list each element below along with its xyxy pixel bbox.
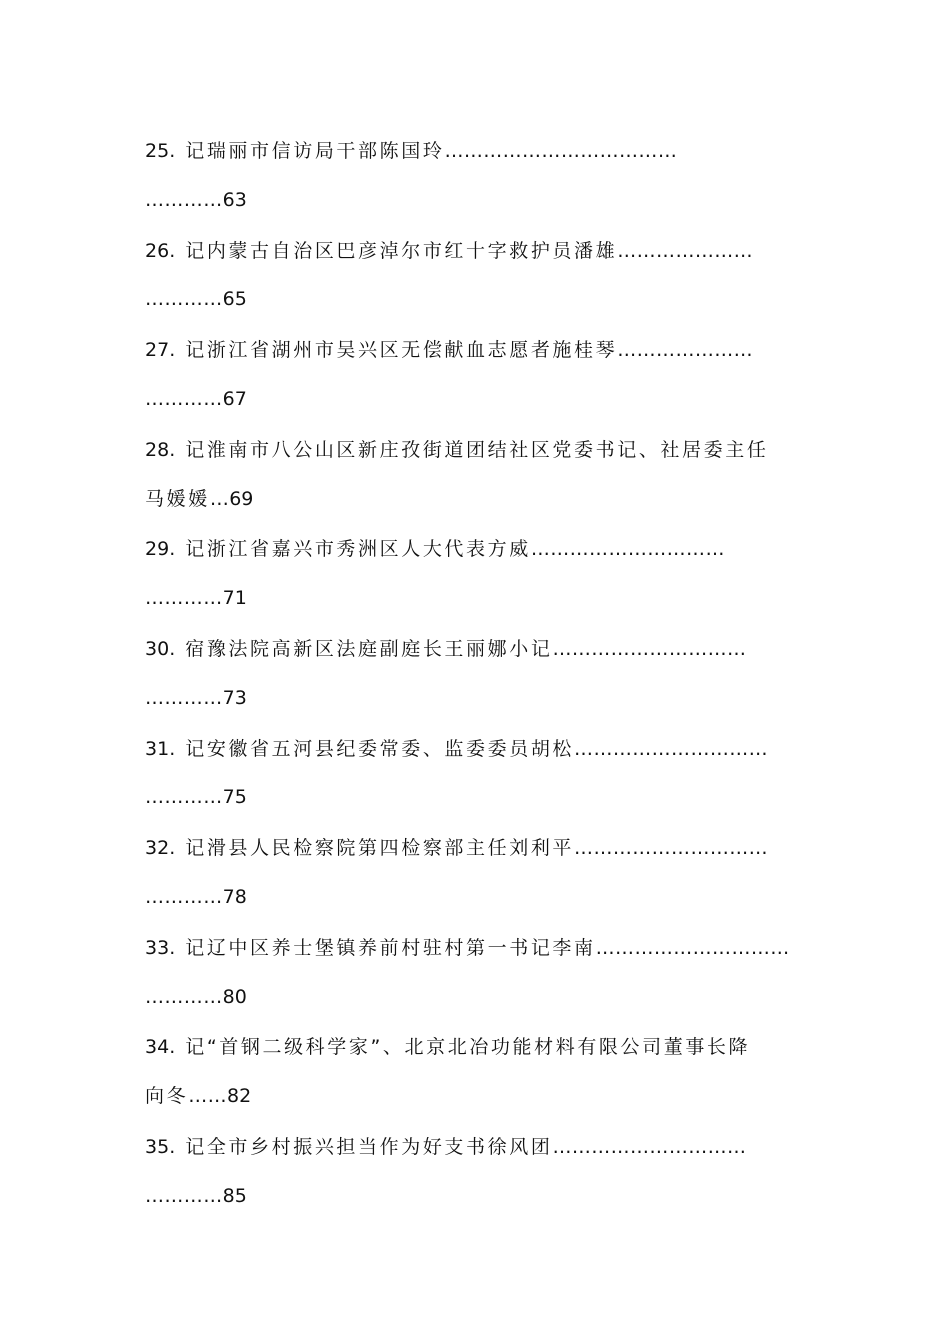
toc-entry-title: 记“首钢二级科学家”、北京北冶功能材料有限公司董事长降 [185, 1036, 751, 1059]
toc-dot-leader: …… [188, 1085, 228, 1108]
toc-entry-separator: . [169, 339, 176, 362]
toc-page-number: 85 [222, 1184, 247, 1207]
toc-entry-title: 记滑县人民检察院第四检察部主任刘利平 [185, 837, 575, 860]
toc-entry-separator: . [169, 438, 176, 461]
toc-entry-line [145, 777, 805, 827]
toc-entry-separator: . [169, 737, 176, 760]
toc-entry-title: 记浙江省嘉兴市秀洲区人大代表方威 [185, 538, 531, 561]
toc-page-number: 67 [222, 387, 247, 410]
table-of-contents [145, 130, 805, 1226]
toc-entry-number: 32 [145, 837, 170, 860]
toc-entry-number: 31 [145, 737, 170, 760]
toc-dot-leader: ………………………… [574, 737, 769, 760]
toc-entry-title: 记瑞丽市信访局干部陈国玲 [185, 140, 445, 162]
toc-entry-number: 29 [145, 538, 170, 561]
toc-entry-line [145, 429, 805, 479]
toc-entry-line [145, 479, 805, 529]
toc-entry-31 [145, 728, 805, 828]
toc-entry-line [145, 578, 805, 628]
toc-dot-leader: ………… [145, 387, 223, 410]
toc-entry-title: 记浙江省湖州市吴兴区无偿献血志愿者施桂琴 [185, 339, 618, 362]
toc-entry-line [145, 329, 805, 379]
toc-entry-line [145, 230, 805, 280]
toc-page-number: 63 [222, 188, 247, 211]
toc-entry-line [145, 927, 805, 977]
toc-dot-leader: ………… [145, 885, 223, 908]
toc-dot-leader: ………… [145, 985, 223, 1008]
toc-entry-title: 宿豫法院高新区法庭副庭长王丽娜小记 [185, 637, 553, 660]
toc-entry-line [145, 528, 805, 578]
toc-entry-27 [145, 329, 805, 429]
toc-dot-leader: ………… [145, 288, 223, 311]
toc-entry-34 [145, 1026, 805, 1126]
toc-dot-leader: ……………………………… [444, 140, 678, 162]
toc-entry-separator: . [169, 637, 176, 660]
toc-entry-line [145, 130, 805, 180]
toc-dot-leader: ………………… [617, 339, 754, 362]
toc-entry-line [145, 1126, 805, 1176]
toc-entry-line [145, 628, 805, 678]
toc-entry-28 [145, 429, 805, 529]
toc-entry-32 [145, 827, 805, 927]
toc-entry-number: 27 [145, 339, 170, 362]
toc-entry-title: 记辽中区养士堡镇养前村驻村第一书记李南 [185, 936, 596, 959]
toc-entry-number: 33 [145, 936, 170, 959]
toc-entry-29 [145, 528, 805, 628]
toc-page-number: 80 [222, 985, 247, 1008]
toc-entry-separator: . [169, 239, 176, 262]
toc-entry-35 [145, 1126, 805, 1226]
toc-entry-line [145, 678, 805, 728]
toc-entry-number: 28 [145, 438, 170, 461]
toc-entry-number: 35 [145, 1135, 170, 1158]
toc-dot-leader: ………… [145, 188, 223, 211]
toc-entry-line [145, 379, 805, 429]
toc-entry-33 [145, 927, 805, 1027]
toc-entry-26 [145, 230, 805, 330]
toc-dot-leader: ………………………… [574, 837, 769, 860]
toc-page-number: 69 [229, 487, 254, 510]
toc-entry-line [145, 877, 805, 927]
toc-entry-title: 记全市乡村振兴担当作为好支书徐风团 [185, 1135, 553, 1158]
toc-dot-leader: ………………………… [530, 538, 725, 561]
toc-entry-number: 26 [145, 239, 170, 262]
toc-entry-25 [145, 130, 805, 230]
toc-dot-leader: ………………………… [552, 637, 747, 660]
toc-dot-leader: … [209, 487, 230, 510]
toc-entry-line [145, 1076, 805, 1126]
toc-page-number: 73 [222, 686, 247, 709]
toc-entry-number: 25 [145, 140, 170, 162]
toc-dot-leader: ………………………… [595, 936, 790, 959]
toc-entry-line [145, 728, 805, 778]
toc-entry-number: 34 [145, 1036, 170, 1059]
toc-entry-line [145, 977, 805, 1027]
toc-entry-line [145, 1176, 805, 1226]
toc-entry-line [145, 827, 805, 877]
toc-entry-separator: . [169, 538, 176, 561]
toc-entry-line [145, 180, 805, 230]
toc-entry-title: 记安徽省五河县纪委常委、监委委员胡松 [185, 737, 575, 760]
toc-dot-leader: ………… [145, 587, 223, 610]
toc-dot-leader: ………… [145, 1184, 223, 1207]
toc-dot-leader: ………………… [617, 239, 754, 262]
toc-page-number: 82 [227, 1085, 252, 1108]
toc-entry-30 [145, 628, 805, 728]
toc-entry-separator: . [169, 1036, 176, 1059]
toc-dot-leader: ………… [145, 686, 223, 709]
toc-entry-title: 记淮南市八公山区新庄孜街道团结社区党委书记、社居委主任 [185, 438, 769, 461]
toc-entry-title-continued: 马媛媛 [145, 487, 210, 510]
toc-entry-number: 30 [145, 637, 170, 660]
toc-entry-title-continued: 向冬 [145, 1085, 189, 1108]
toc-page-number: 65 [222, 288, 247, 311]
toc-entry-separator: . [169, 140, 176, 162]
toc-entry-separator: . [169, 936, 176, 959]
toc-dot-leader: ………………………… [552, 1135, 747, 1158]
toc-entry-line [145, 1026, 805, 1076]
toc-entry-separator: . [169, 1135, 176, 1158]
toc-page-number: 78 [222, 885, 247, 908]
toc-page-number: 75 [222, 786, 247, 809]
toc-page-number: 71 [222, 587, 247, 610]
toc-entry-separator: . [169, 837, 176, 860]
toc-entry-line [145, 279, 805, 329]
toc-dot-leader: ………… [145, 786, 223, 809]
toc-entry-title: 记内蒙古自治区巴彦淖尔市红十字救护员潘雄 [185, 239, 618, 262]
